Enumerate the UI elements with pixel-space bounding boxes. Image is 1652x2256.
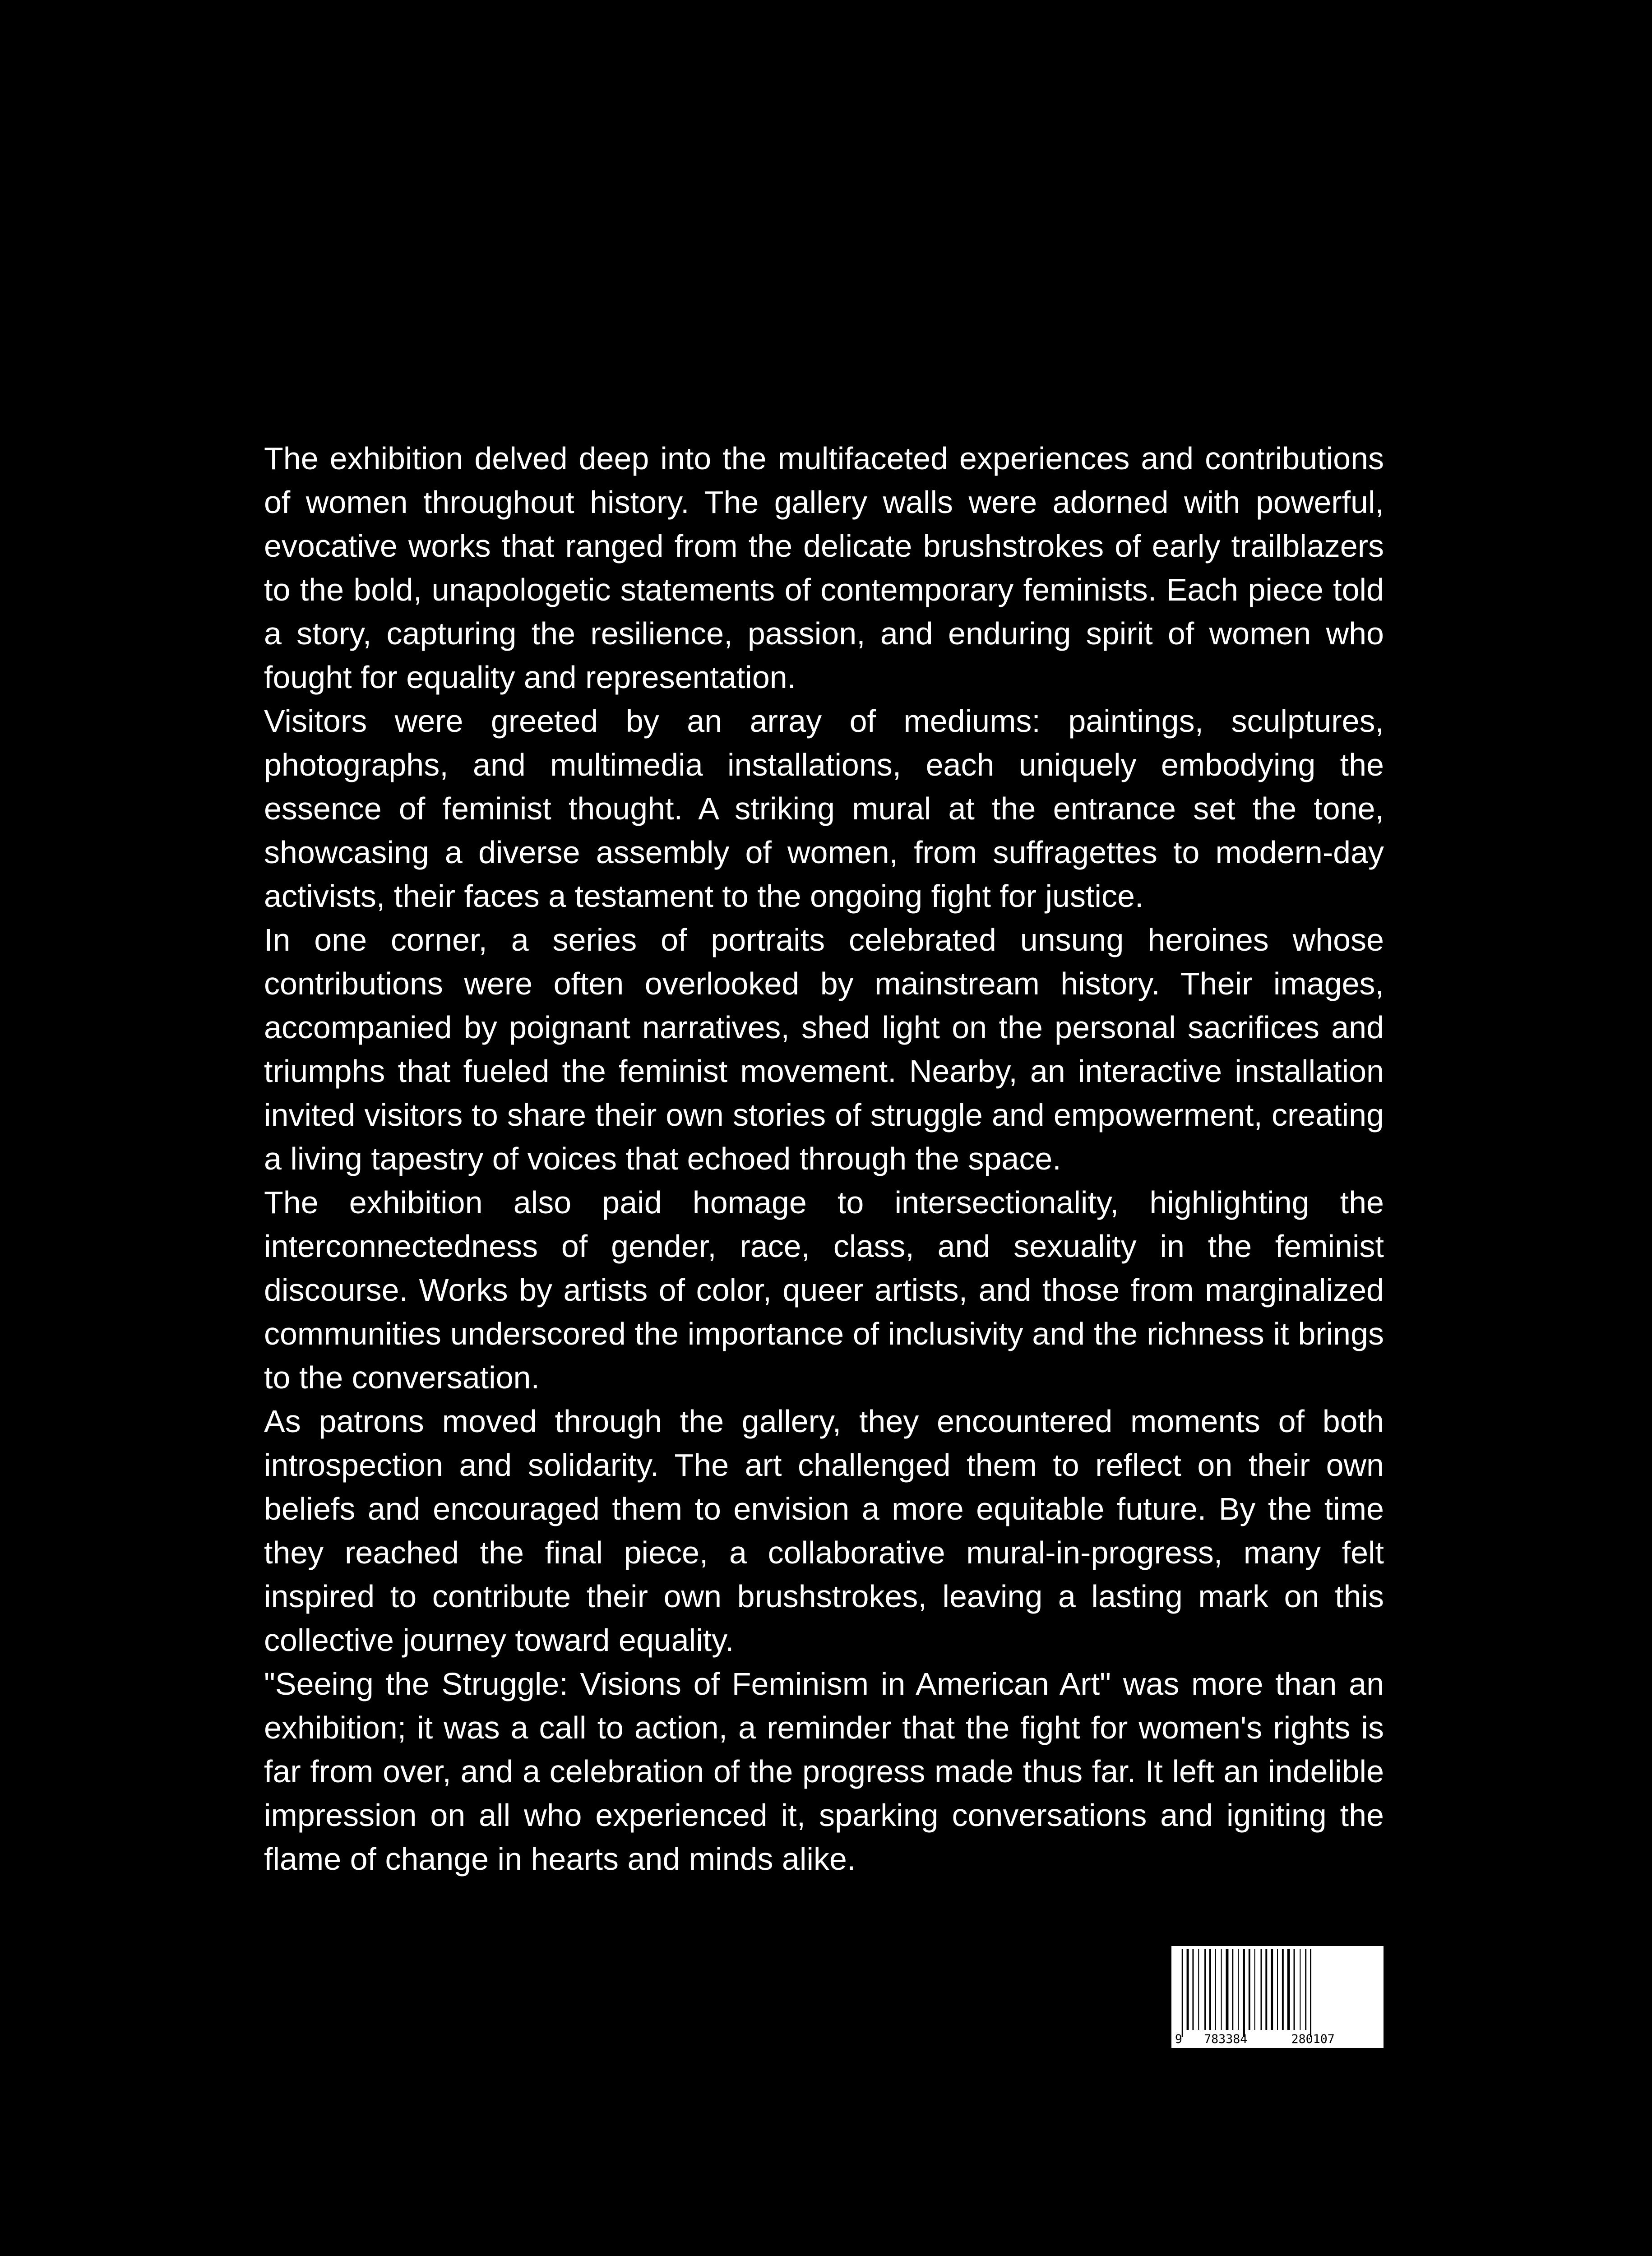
isbn-barcode (1171, 1946, 1384, 2048)
barcode-bar (1226, 1949, 1228, 2030)
barcode-bar (1215, 1949, 1216, 2030)
barcode-bar (1265, 1949, 1267, 2030)
barcode-bar (1260, 1949, 1262, 2030)
paragraph-1: The exhibition delved deep into the multifaceted experiences and contributions of women throughout history. The gallery walls were adorned with powerful, evocative works that ranged from the delicate brushstrokes of early trailblazers to the bold, unapologetic statements of contemporary feminists. Each piece told a story, capturing the resilience, passion, and enduring spirit of women who fought for equality and representation. (264, 441, 1384, 695)
barcode-bar (1243, 1949, 1245, 2037)
back-cover-text (264, 437, 1384, 1881)
barcode-bar (1277, 1949, 1278, 2030)
paragraph-4: The exhibition also paid homage to intersectionality, highlighting the interconnectedness of gender, race, class, and sexuality in the feminist discourse. Works by artists of color, queer artists, and those from marginalized communities underscored the importance of inclusivity and the richness it brings to the conversation. (264, 1185, 1384, 1395)
barcode-bar (1198, 1949, 1199, 2030)
barcode-bar (1294, 1949, 1295, 2030)
paragraph-3: In one corner, a series of portraits celebrated unsung heroines whose contributions were often overlooked by mainstream history. Their images, accompanied by poignant narratives, shed light on the personal sacrifices and triumphs that fueled the feminist movement. Nearby, an interactive installation invited visitors to share their own stories of struggle and empowerment, creating a living tapestry of voices that echoed through the space. (264, 922, 1384, 1176)
barcode-bar (1305, 1949, 1306, 2030)
barcode-bar (1287, 1949, 1290, 2030)
barcode-bar (1209, 1949, 1211, 2030)
barcode-bar (1271, 1949, 1273, 2030)
barcode-graphic (1173, 1947, 1382, 2047)
barcode-bar (1192, 1949, 1194, 2030)
barcode-bars (1182, 1949, 1311, 2037)
paragraph-2: Visitors were greeted by an array of mediums: paintings, sculptures, photographs, and multimedia installations, each uniquely embodying the essence of feminist thought. A striking mural at the entrance set the tone, showcasing a diverse assembly of women, from suffragettes to modern-day activists, their faces a testament to the ongoing fight for justice. (264, 703, 1384, 914)
barcode-bar (1232, 1949, 1233, 2030)
barcode-bar (1310, 1949, 1311, 2037)
paragraph-6: "Seeing the Struggle: Visions of Feminism in American Art" was more than an exhibition; it was a call to action, a reminder that the fight for women's rights is far from over, and a celebration of the progress made thus far. It left an indelible impression on all who experienced it, sparking conversations and igniting the flame of change in hearts and minds alike. (264, 1666, 1384, 1877)
barcode-digit-first: 9 (1175, 2032, 1182, 2047)
barcode-bar (1221, 1949, 1222, 2030)
barcode-bar (1282, 1949, 1284, 2030)
barcode-bar (1254, 1949, 1255, 2030)
barcode-digits-left: 783384 (1204, 2032, 1248, 2047)
barcode-bar (1249, 1949, 1250, 2030)
barcode-bar (1187, 1949, 1189, 2030)
barcode-bar (1238, 1949, 1239, 2030)
barcode-bar (1182, 1949, 1183, 2037)
barcode-bar (1204, 1949, 1206, 2030)
paragraph-5: As patrons moved through the gallery, they encountered moments of both introspection and solidarity. The art challenged them to reflect on their own beliefs and encouraged them to envision a more equitable future. By the time they reached the final piece, a collaborative mural-in-progress, many felt inspired to contribute their own brushstrokes, leaving a lasting mark on this collective journey toward equality. (264, 1404, 1384, 1658)
barcode-digits-right: 280107 (1291, 2032, 1335, 2047)
